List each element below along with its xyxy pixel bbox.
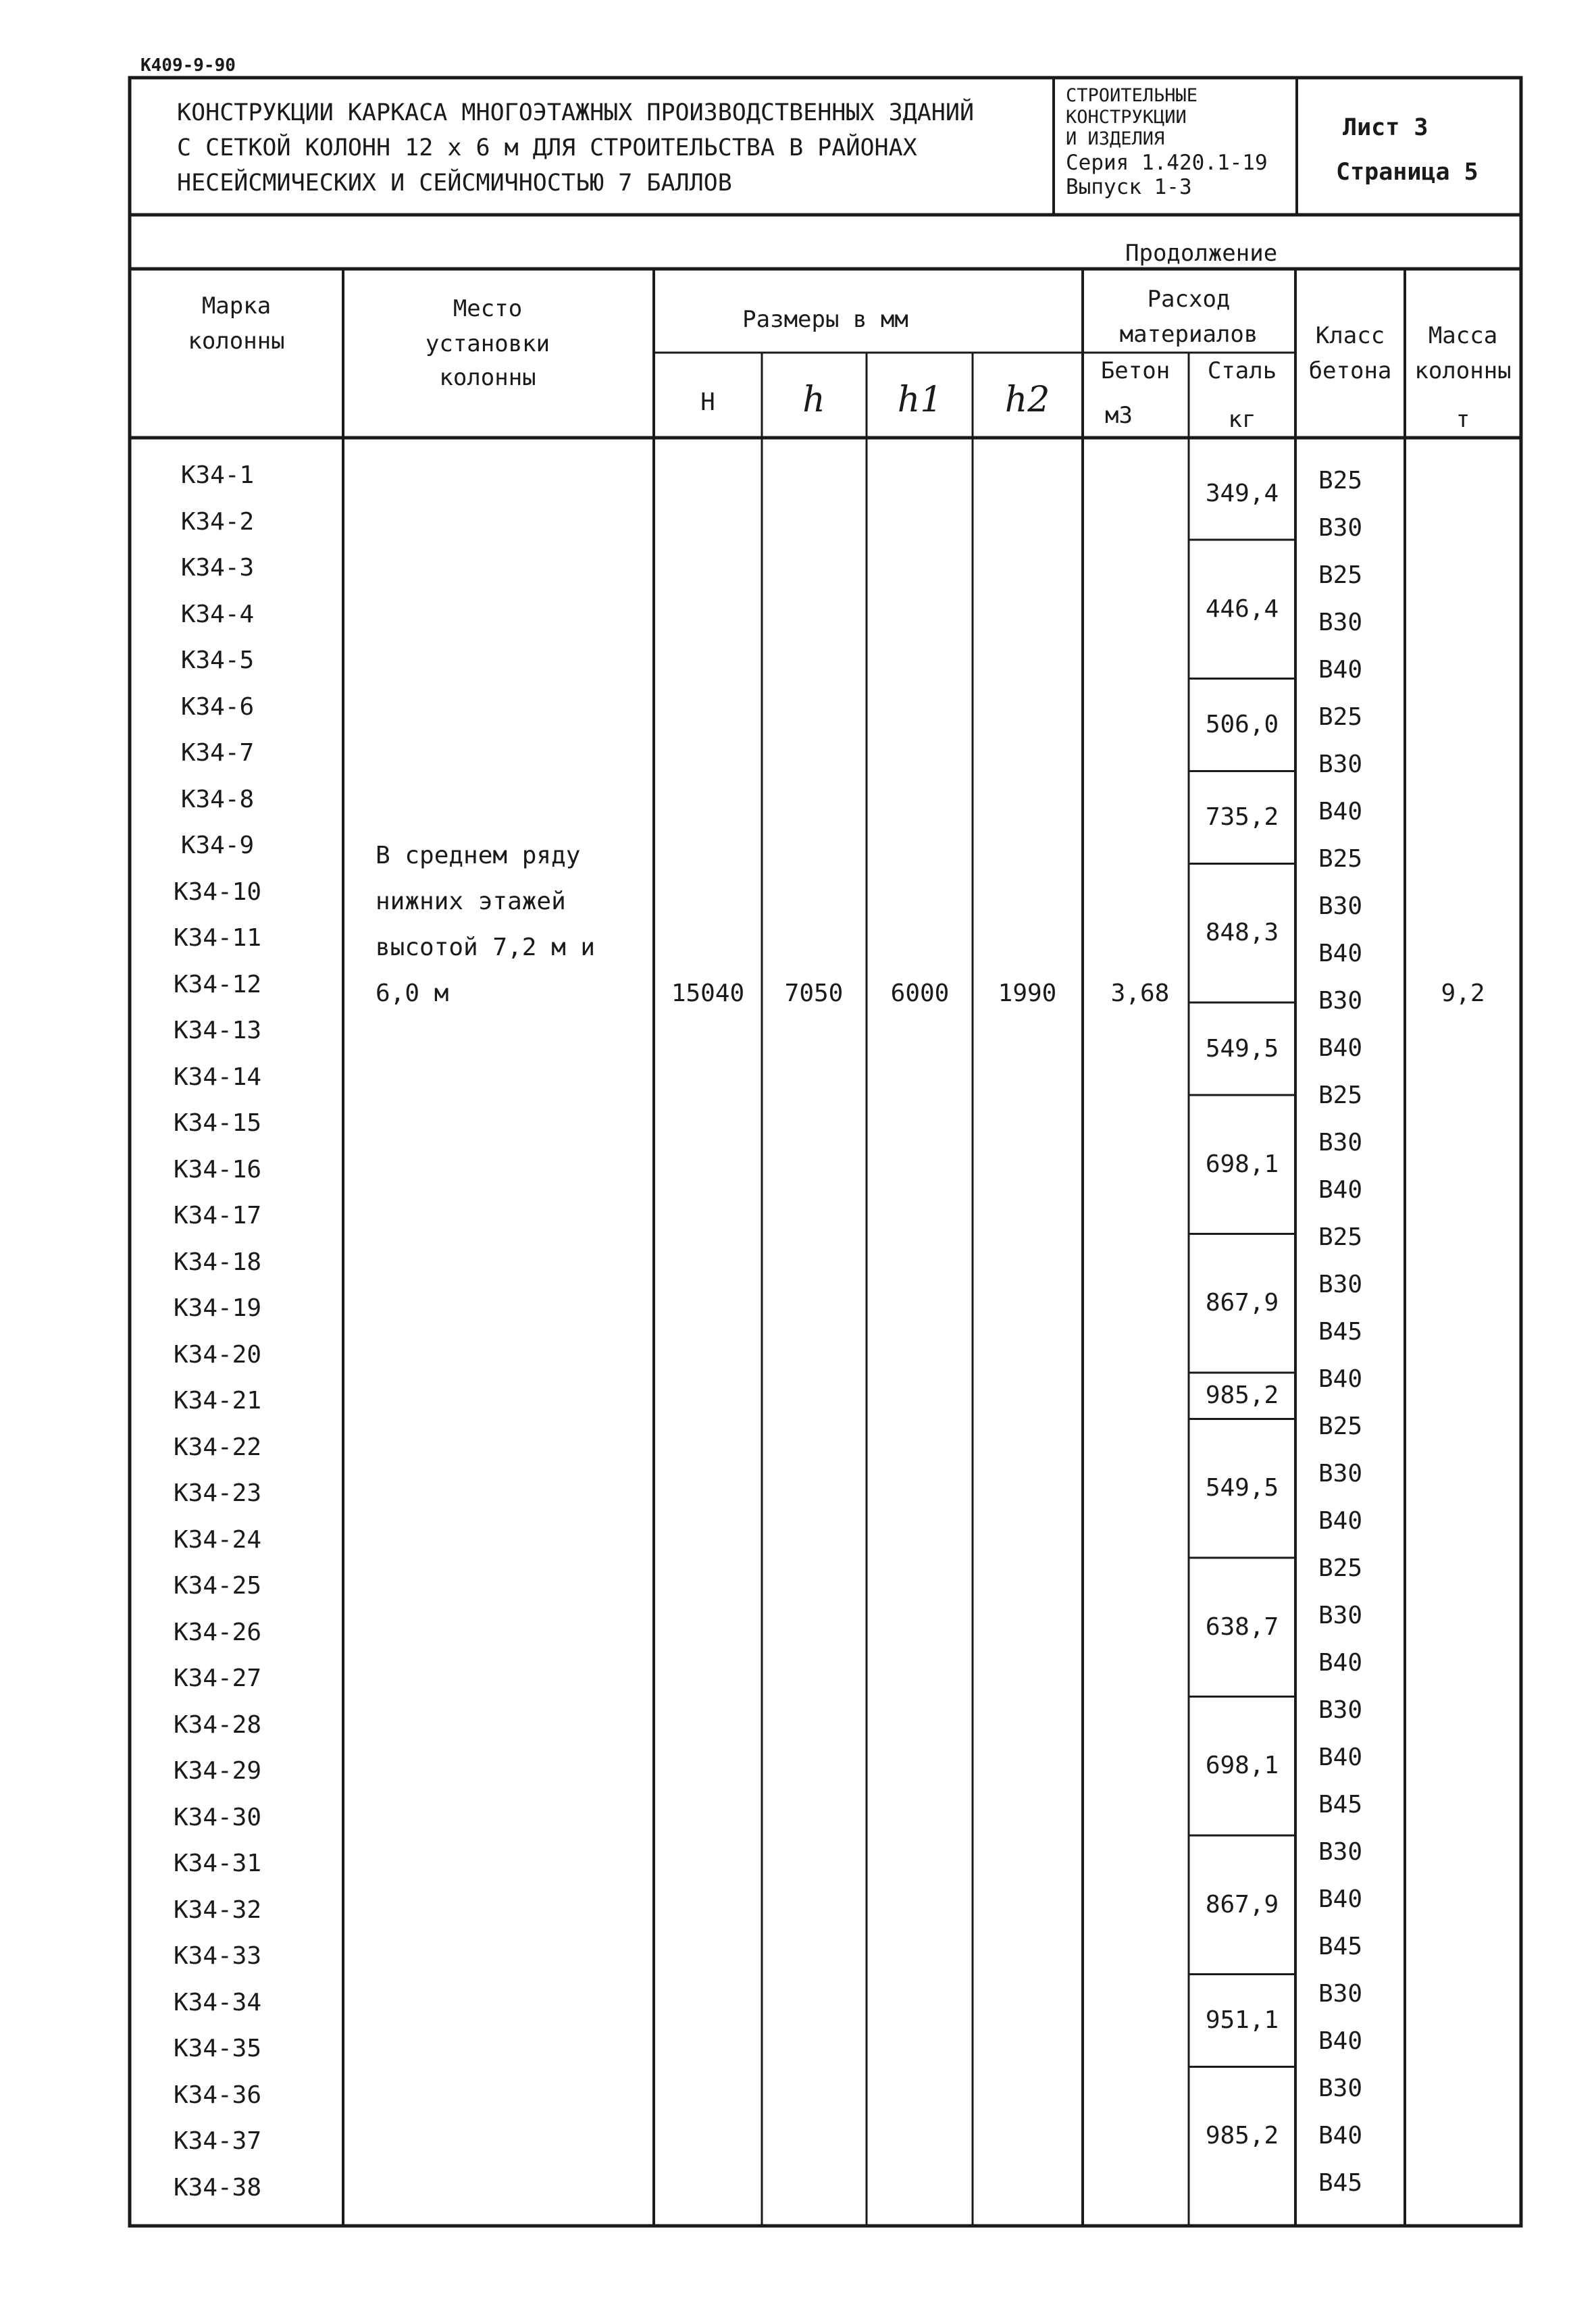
class-cell: В40 [1318,2122,1363,2150]
mark-cell: К34-17 [173,1202,262,1229]
header-mass-1: Масса [1428,322,1498,349]
class-cell: В30 [1318,892,1363,920]
mark-cell: К34-28 [173,1710,262,1739]
place-line-3: высотой 7,2 м и [376,934,596,961]
mark-cell: К34-32 [173,1896,262,1924]
page-number: Страница 5 [1336,159,1478,186]
class-cell: В25 [1318,561,1363,589]
value-mass: 9,2 [1441,980,1485,1007]
class-cell: В40 [1318,1365,1363,1393]
mark-cell: К34-9 [180,832,255,859]
title-line-2: С СЕТКОЙ КОЛОНН 12 х 6 м ДЛЯ СТРОИТЕЛЬСТВА В РАЙОНАХ [177,134,917,161]
mark-cell: К34-34 [173,1988,262,2016]
header-concrete: Бетон [1100,357,1170,384]
class-cell: В25 [1318,1554,1363,1582]
header-concrete-unit: м3 [1105,402,1133,429]
mark-cell: К34-29 [173,1757,262,1785]
value-h2: 1990 [998,980,1057,1007]
place-line-4: 6,0 м [376,980,449,1007]
mark-cell: К34-16 [173,1155,262,1184]
mark-cell: К34-14 [173,1063,262,1091]
class-cell: В30 [1318,751,1363,778]
class-cell: В45 [1318,1933,1363,1960]
class-cell: В30 [1318,987,1363,1015]
header-place-2: установки [425,330,550,357]
mark-cell: К34-23 [173,1479,262,1507]
class-cell: В30 [1318,1460,1363,1488]
mark-cell: К34-31 [173,1850,262,1877]
header-place-1: Место [453,295,523,322]
mark-cell: К34-11 [173,924,262,952]
steel-value: 349,4 [1205,479,1279,507]
class-cell: В25 [1318,703,1363,731]
mark-cell: К34-33 [173,1942,262,1970]
value-concrete: 3,68 [1110,980,1170,1007]
header-mass-2: колонны [1414,357,1512,384]
value-h: 7050 [784,980,844,1007]
mark-cell: К34-19 [173,1294,262,1322]
header-mark-1: Марка [201,293,272,320]
class-cell: В25 [1318,845,1363,873]
mark-cell: К34-12 [173,970,262,998]
mark-cell: К34-10 [173,878,262,906]
header-class-1: Класс [1315,322,1385,349]
header-sizes: Размеры в мм [742,306,908,333]
class-cell: В40 [1318,1744,1363,1771]
mark-cell: К34-35 [173,2035,262,2062]
series-line-3: И ИЗДЕЛИЯ [1066,128,1165,149]
class-cell: В40 [1318,798,1363,825]
steel-value: 549,5 [1205,1474,1279,1502]
document-code: К409-9-90 [140,55,236,76]
header-h: h [802,380,825,420]
class-cell: В40 [1318,2027,1363,2055]
mark-cell: К34-18 [173,1248,262,1276]
class-cell: В40 [1318,1507,1363,1535]
series-number: Серия 1.420.1-19 [1066,151,1268,175]
class-cell: В45 [1318,2169,1363,2197]
mark-cell: К34-22 [173,1433,262,1461]
header-place-3: колонны [439,364,536,391]
steel-value: 867,9 [1205,1890,1279,1918]
mark-cell: К34-1 [180,461,255,489]
class-cell: В25 [1318,1413,1363,1440]
series-line-1: СТРОИТЕЛЬНЫЕ [1066,85,1198,106]
mark-cell: К34-20 [173,1340,262,1369]
header-materials-2: материалов [1119,321,1258,348]
steel-value: 867,9 [1205,1289,1279,1317]
class-cell: В30 [1318,1980,1363,2008]
steel-value: 985,2 [1205,1381,1279,1410]
steel-value: 698,1 [1205,1752,1279,1780]
class-cell: В30 [1318,1602,1363,1629]
header-mark-2: колонны [188,328,285,355]
steel-value: 985,2 [1205,2122,1279,2150]
steel-value: 698,1 [1205,1150,1279,1178]
class-cell: В45 [1318,1318,1363,1346]
value-H: 15040 [671,980,745,1007]
place-line-2: нижних этажей [376,888,566,915]
mark-cell: К34-5 [180,646,255,674]
mark-cell: К34-3 [180,554,255,582]
series-line-2: КОНСТРУКЦИИ [1066,107,1187,128]
mark-cell: К34-21 [173,1387,262,1415]
class-cell: В40 [1318,1034,1363,1062]
header-H: Н [700,388,715,416]
class-cell: В30 [1318,1129,1363,1156]
value-h1: 6000 [890,980,950,1007]
header-materials-1: Расход [1147,286,1231,313]
class-cell: В45 [1318,1791,1363,1819]
class-cell: В30 [1318,1696,1363,1724]
class-cell: В40 [1318,940,1363,967]
mark-cell: К34-37 [173,2127,262,2155]
class-cell: В30 [1318,514,1363,542]
mark-cell: К34-24 [173,1525,262,1554]
steel-value: 951,1 [1205,2006,1279,2034]
class-cell: В30 [1318,2075,1363,2102]
class-cell: В40 [1318,656,1363,684]
steel-value: 549,5 [1205,1034,1279,1063]
class-cell: В25 [1318,467,1363,494]
steel-value: 848,3 [1205,919,1279,947]
sheet-number: Лист 3 [1343,114,1428,141]
class-cell: В25 [1318,1223,1363,1251]
class-cell: В25 [1318,1082,1363,1109]
steel-value: 735,2 [1205,803,1279,831]
steel-value: 446,4 [1205,594,1279,623]
header-h2: h2 [1004,380,1050,420]
mark-cell: К34-2 [180,507,255,536]
mark-cell: К34-27 [173,1664,262,1692]
header-class-2: бетона [1308,357,1392,384]
header-mass-unit: т [1456,406,1470,433]
header-steel: Сталь [1207,357,1277,384]
mark-cell: К34-38 [173,2173,262,2202]
class-cell: В30 [1318,609,1363,636]
mark-cell: К34-7 [180,739,255,767]
place-line-1: В среднем ряду [376,842,581,869]
header-steel-unit: кг [1228,406,1256,433]
title-line-3: НЕСЕЙСМИЧЕСКИХ И СЕЙСМИЧНОСТЬЮ 7 БАЛЛОВ [177,170,732,197]
class-cell: В30 [1318,1271,1363,1298]
continuation-label: Продолжение [1125,240,1278,267]
mark-cell: К34-8 [180,785,255,813]
mark-cell: К34-30 [173,1803,262,1831]
title-line-1: КОНСТРУКЦИИ КАРКАСА МНОГОЭТАЖНЫХ ПРОИЗВОДСТВЕННЫХ ЗДАНИЙ [177,99,975,126]
mark-cell: К34-15 [173,1109,262,1137]
header-h1: h1 [897,380,943,420]
mark-cell: К34-26 [173,1618,262,1646]
class-cell: В30 [1318,1838,1363,1866]
class-cell: В40 [1318,1885,1363,1913]
mark-cell: К34-25 [173,1572,262,1600]
steel-value: 638,7 [1205,1612,1279,1641]
class-cell: В40 [1318,1649,1363,1677]
mark-cell: К34-13 [173,1017,262,1044]
mark-cell: К34-36 [173,2081,262,2109]
steel-value: 506,0 [1205,711,1279,738]
mark-cell: К34-4 [180,600,255,628]
series-issue: Выпуск 1-3 [1066,175,1192,199]
mark-cell: К34-6 [180,692,255,721]
class-cell: В40 [1318,1176,1363,1204]
